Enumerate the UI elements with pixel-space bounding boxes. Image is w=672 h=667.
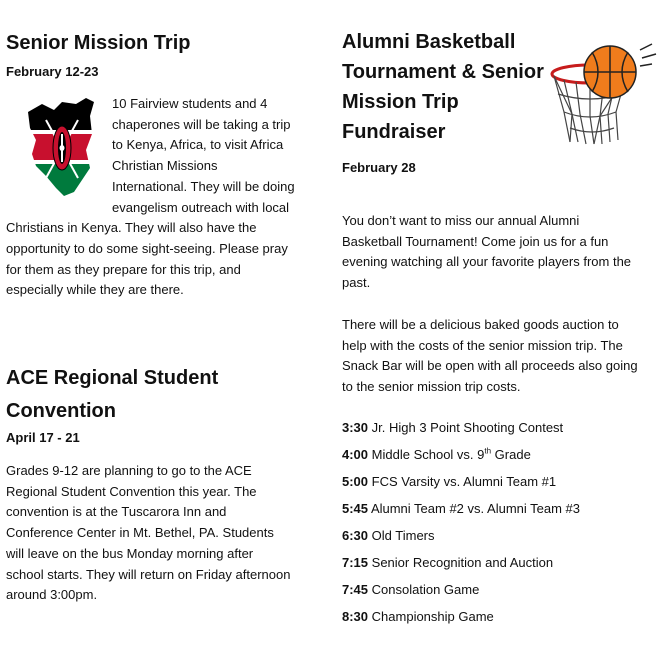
kenya-map-flag-icon [20,94,100,200]
convention-body: Grades 9-12 are planning to go to the ACE Regional Student Convention this year. The convention is at the Tuscarora Inn and Conference Center in Mt. Bethel, PA. Students will leave on the bus Monday morning after school starts. They will return on Friday afternoon around 3:00pm. [6,463,291,603]
schedule-event-after: Grade [491,447,531,462]
basketball-date: February 28 [342,160,416,175]
basketball-para2: There will be a delicious baked goods auction to help with the costs of the senior mission trip. The Snack Bar will be open with all proceeds also going to the senior mission trip costs. [342,317,638,395]
schedule-list [342,414,580,630]
basketball-title: Alumni Basketball Tournament & Senior Mission Trip Fundraiser [342,31,544,143]
schedule-row [342,468,580,495]
mission-body-block [6,94,296,301]
schedule-row [342,576,580,603]
schedule-event: Middle School vs. 9 [371,447,485,462]
schedule-time: 7:45 [342,582,369,597]
convention-date: April 17 - 21 [6,430,80,445]
schedule-time: 6:30 [342,528,369,543]
schedule-event: Championship Game [371,609,494,624]
convention-title: ACE Regional Student Convention [6,367,219,422]
schedule-event-sup: th [484,446,492,456]
schedule-event: Senior Recognition and Auction [371,555,554,570]
basketball-hoop-icon [548,42,660,146]
schedule-time: 5:00 [342,474,369,489]
schedule-time: 4:00 [342,447,369,462]
schedule-row [342,441,580,468]
schedule-event: FCS Varsity vs. Alumni Team #1 [371,474,557,489]
schedule-time: 5:45 [342,501,369,516]
mission-title: Senior Mission Trip [6,32,191,54]
basketball-para1: You don’t want to miss our annual Alumni Basketball Tournament! Come join us for a fun evening watching all your favorite players from the past. [342,213,632,291]
schedule-row [342,414,580,441]
schedule-row [342,495,580,522]
schedule-event: Consolation Game [371,582,480,597]
schedule-row [342,522,580,549]
schedule-time: 8:30 [342,609,369,624]
schedule-time: 7:15 [342,555,369,570]
schedule-time: 3:30 [342,420,369,435]
mission-date: February 12-23 [6,64,99,79]
schedule-row [342,603,580,630]
mission-body: 10 Fairview students and 4 chaperones will be taking a trip to Kenya, Africa, to visit Africa Christian Missions International. They will be doing evangelism outreach with local Christians in Kenya. They will also have the opportunity to do some sight-seeing. Please pray for them as they prepare for this trip, and especially while they are there. [6,96,295,298]
schedule-event: Jr. High 3 Point Shooting Contest [371,420,564,435]
schedule-event: Old Timers [371,528,435,543]
schedule-event: Alumni Team #2 vs. Alumni Team #3 [370,501,581,516]
schedule-row [342,549,580,576]
